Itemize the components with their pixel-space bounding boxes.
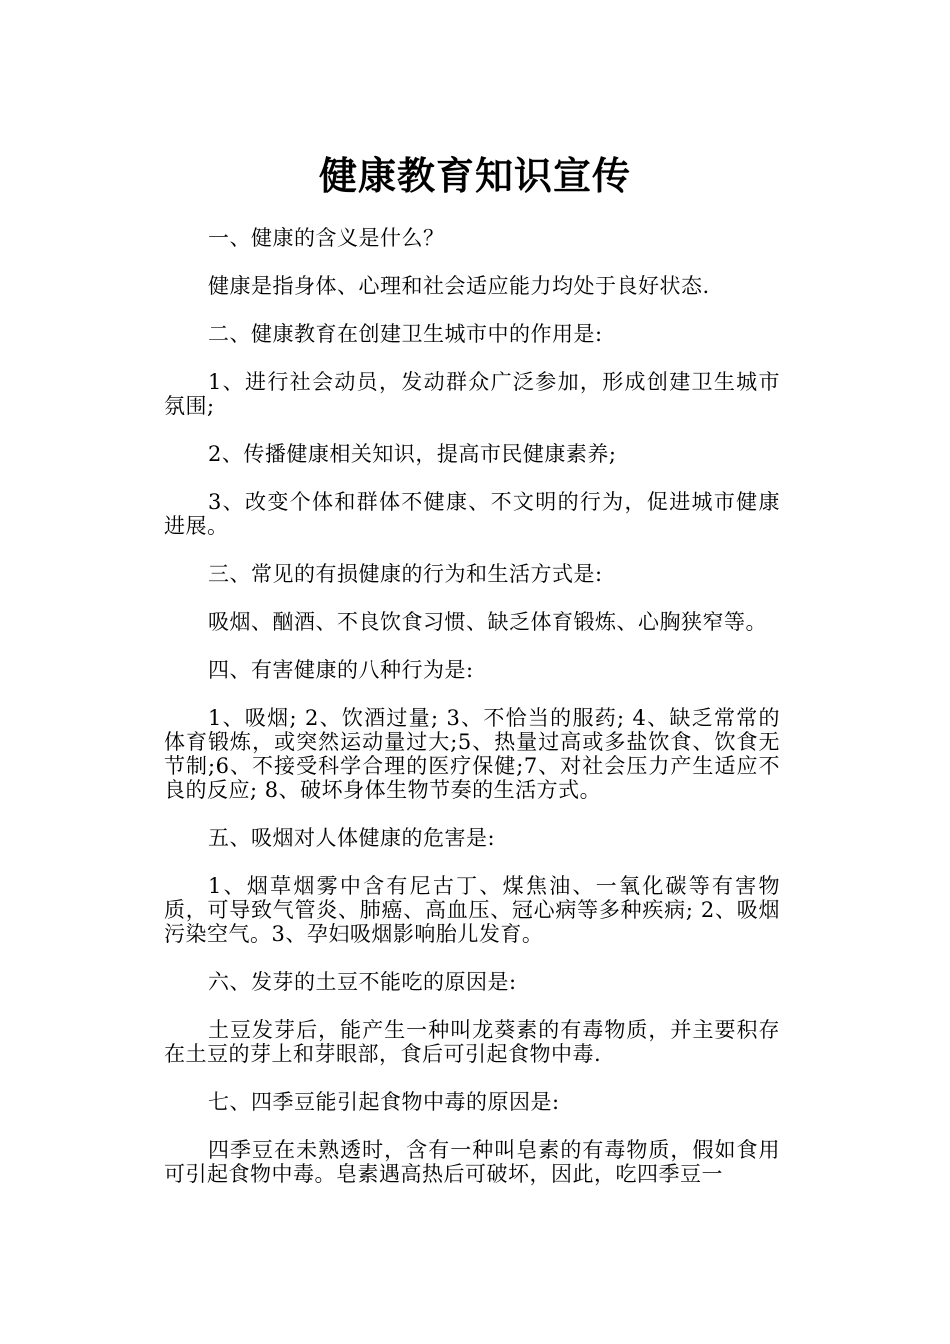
section-heading-3: 三、常见的有损健康的行为和生活方式是: bbox=[208, 562, 603, 586]
section-heading-4: 四、有害健康的八种行为是: bbox=[208, 658, 474, 682]
section-heading-5: 五、吸烟对人体健康的危害是: bbox=[208, 826, 496, 850]
section-heading-6: 六、发芽的土豆不能吃的原因是: bbox=[208, 970, 517, 994]
paragraph: 1、烟草烟雾中含有尼古丁、煤焦油、一氧化碳等有害物质，可导致气管炎、肺癌、高血压、冠心病等多种疾病; 2、吸烟污染空气。3、孕妇吸烟影响胎儿发育。 bbox=[164, 874, 780, 946]
paragraph: 1、进行社会动员，发动群众广泛参加，形成创建卫生城市氛围; bbox=[164, 370, 780, 418]
document-body bbox=[164, 226, 780, 1210]
section-heading-1: 一、健康的含义是什么？ bbox=[208, 226, 445, 250]
section-heading-2: 二、健康教育在创建卫生城市中的作用是: bbox=[208, 322, 603, 346]
paragraph: 3、改变个体和群体不健康、不文明的行为，促进城市健康进展。 bbox=[164, 490, 780, 538]
paragraph: 1、吸烟; 2、饮酒过量; 3、不恰当的服药; 4、缺乏常常的体育锻炼，或突然运动量过大;5、热量过高或多盐饮食、饮食无节制;6、不接受科学合理的医疗保健;7、对社会压力产生适应不良的反应; 8、破坏身体生物节奏的生活方式。 bbox=[164, 706, 780, 802]
document-title: 健康教育知识宣传 bbox=[318, 153, 631, 198]
section-heading-7: 七、四季豆能引起食物中毒的原因是: bbox=[208, 1090, 560, 1114]
paragraph: 四季豆在未熟透时，含有一种叫皂素的有毒物质，假如食用可引起食物中毒。皂素遇高热后可破坏，因此，吃四季豆一 bbox=[164, 1138, 780, 1186]
paragraph: 2、传播健康相关知识，提高市民健康素养; bbox=[208, 442, 617, 466]
paragraph: 土豆发芽后，能产生一种叫龙葵素的有毒物质，并主要积存在土豆的芽上和芽眼部，食后可引起食物中毒. bbox=[164, 1018, 780, 1066]
paragraph: 吸烟、酗酒、不良饮食习惯、缺乏体育锻炼、心胸狭窄等。 bbox=[208, 610, 767, 634]
paragraph: 健康是指身体、心理和社会适应能力均处于良好状态. bbox=[208, 274, 710, 298]
